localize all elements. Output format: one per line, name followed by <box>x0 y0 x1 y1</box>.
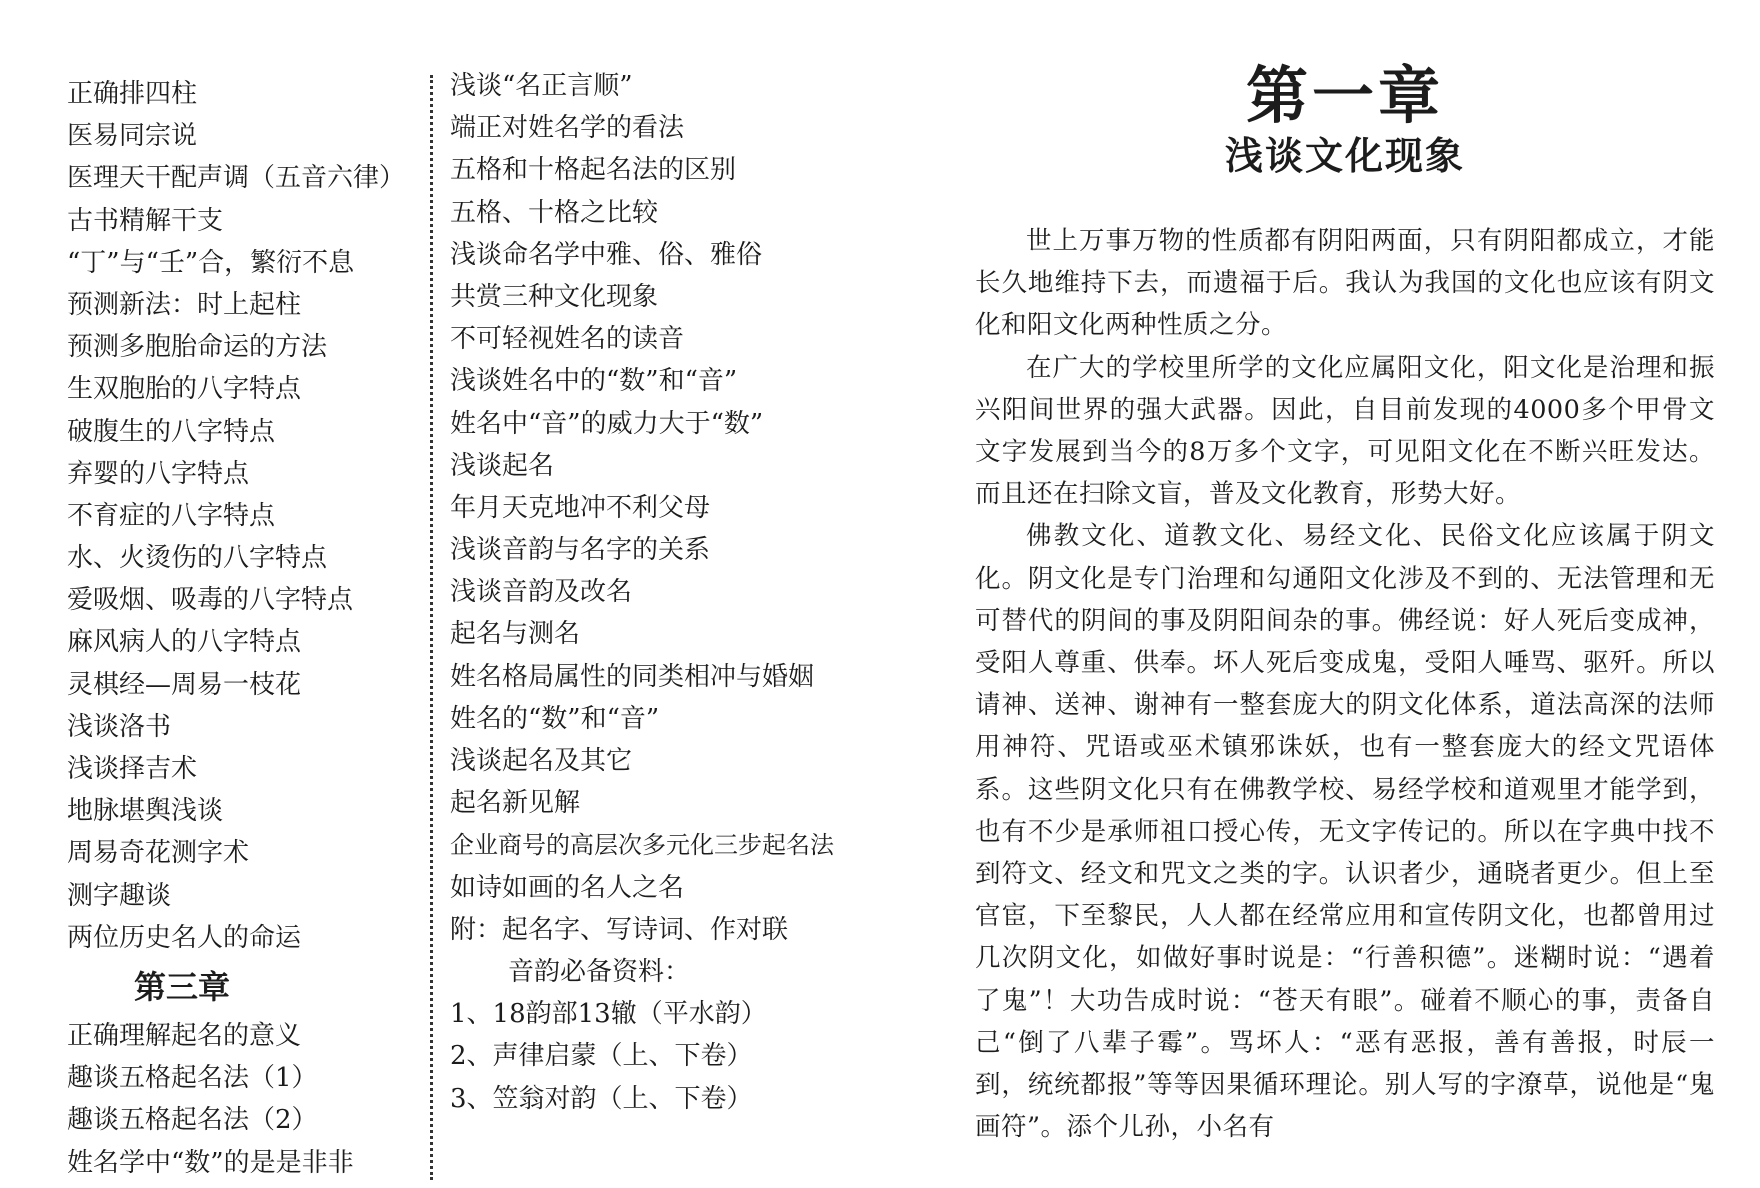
toc-column-middle <box>450 65 834 1120</box>
toc-item: 预测新法：时上起柱 <box>67 289 302 320</box>
chapter-3-toc <box>67 1015 422 1184</box>
toc-item: 正确排四柱 <box>67 79 198 109</box>
toc-item: 不育症的八字特点 <box>67 500 276 531</box>
toc-item: 浅谈起名及其它 <box>450 746 633 776</box>
toc-item: 五格和十格起名法的区别 <box>450 155 737 186</box>
body-paragraph: 世上万事万物的性质都有阴阳两面，只有阴阳都成立，才能长久地维持下去，而遗福于后。我认为我国的文化也应该有阴文化和阳文化两种性质之分。 <box>975 226 1715 341</box>
toc-item: 浅谈择吉术 <box>67 754 198 784</box>
toc-item: 浅谈“名正言顺” <box>450 71 633 101</box>
toc-item: 企业商号的高层次多元化三步起名法 <box>450 831 834 860</box>
toc-list-middle <box>450 65 834 1120</box>
toc-list-left <box>67 73 422 959</box>
toc-item: 浅谈起名 <box>450 450 555 481</box>
toc-item: 趣谈五格起名法（2） <box>67 1105 318 1136</box>
toc-item: 趣谈五格起名法（1） <box>67 1063 318 1094</box>
body-paragraph: 在广大的学校里所学的文化应属阳文化，阳文化是治理和振兴阳间世界的强大武器。因此，自目前发现的4000多个甲骨文文字发展到当今的8万多个文字，可见阳文化在不断兴旺发达。而且还在扫除文盲，普及文化教育，形势大好。 <box>975 352 1715 510</box>
toc-item: 爱吸烟、吸毒的八字特点 <box>67 585 354 616</box>
toc-item: 姓名学中“数”的是是非非 <box>67 1147 354 1178</box>
toc-column-left <box>67 73 422 1184</box>
toc-item: 不可轻视姓名的读音 <box>450 324 685 355</box>
toc-item: 古书精解干支 <box>67 205 224 236</box>
toc-item: 水、火烫伤的八字特点 <box>67 543 328 574</box>
toc-item: 两位历史名人的命运 <box>67 922 302 953</box>
toc-item: 起名与测名 <box>450 619 581 650</box>
toc-item: 姓名的“数”和“音” <box>450 703 660 734</box>
toc-item: 正确理解起名的意义 <box>67 1020 302 1051</box>
chapter-1-page <box>975 60 1715 1148</box>
chapter-3-heading: 第三章 <box>133 967 230 1006</box>
chapter-title: 第一章 <box>1245 59 1444 132</box>
toc-item: 音韵必备资料： <box>508 956 691 987</box>
toc-item: 浅谈姓名中的“数”和“音” <box>450 366 738 397</box>
toc-item: “丁”与“壬”合，繁衍不息 <box>67 247 355 278</box>
toc-item: 地脉堪舆浅谈 <box>67 796 224 827</box>
toc-item: 预测多胞胎命运的方法 <box>67 332 328 363</box>
toc-item: 麻风病人的八字特点 <box>67 627 302 658</box>
toc-item: 五格、十格之比较 <box>450 197 659 228</box>
toc-item: 破腹生的八字特点 <box>67 416 276 447</box>
toc-item: 如诗如画的名人之名 <box>450 872 685 903</box>
dotted-divider <box>430 75 433 1180</box>
toc-item: 灵棋经—周易一枝花 <box>67 669 302 700</box>
toc-item: 生双胞胎的八字特点 <box>67 374 302 405</box>
toc-item: 浅谈命名学中雅、俗、雅俗 <box>450 239 763 270</box>
toc-item: 医易同宗说 <box>67 121 198 152</box>
toc-item: 医理天干配声调（五音六律） <box>67 163 406 194</box>
chapter-subtitle: 浅谈文化现象 <box>1224 133 1465 178</box>
toc-item: 弃婴的八字特点 <box>67 458 250 489</box>
toc-item: 3、笠翁对韵（上、下卷） <box>450 1083 753 1114</box>
toc-item: 浅谈音韵及改名 <box>450 577 633 608</box>
toc-item: 姓名格局属性的同类相冲与婚姻 <box>450 661 815 692</box>
toc-item: 2、声律启蒙（上、下卷） <box>450 1041 753 1072</box>
body-paragraph: 佛教文化、道教文化、易经文化、民俗文化应该属于阴文化。阴文化是专门治理和勾通阳文化涉及不到的、无法管理和无可替代的阴间的事及阴阳间杂的事。佛经说：好人死后变成神，受阳人尊重、供奉。坏人死后变成鬼，受阳人唾骂、驱歼。所以请神、送神、谢神有一整套庞大的阴文化体系，道法高深的法师用神符、咒语或巫术镇邪诛妖，也有一整套庞大的经文咒语体系。这些阴文化只有在佛教学校、易经学校和道观里才能学到，也有不少是承师祖口授心传，无文字传记的。所以在字典中找不到符文、经文和咒文之类的字。认识者少，通晓者更少。但上至官宦，下至黎民，人人都在经常应用和宣传阴文化，也都曾用过几次阴文化，如做好事时说是：“行善积德”。迷糊时说：“遇着了鬼”！大功告成时说：“苍天有眼”。碰着不顺心的事，责备自己“倒了八辈子霉”。骂坏人：“恶有恶报，善有善报，时辰一到，统统都报”等等因果循环理论。别人写的字潦草，说他是“鬼画符”。添个儿孙，小名有 <box>975 521 1715 1143</box>
toc-item: 周易奇花测字术 <box>67 838 250 869</box>
toc-item: 附：起名字、写诗词、作对联 <box>450 914 789 945</box>
toc-item: 1、18韵部13辙（平水韵） <box>450 999 767 1030</box>
toc-item: 浅谈洛书 <box>67 711 172 742</box>
toc-item: 姓名中“音”的威力大于“数” <box>450 408 764 439</box>
toc-item: 测字趣谈 <box>67 880 172 911</box>
toc-item: 共赏三种文化现象 <box>450 281 659 312</box>
toc-item: 起名新见解 <box>450 788 581 819</box>
toc-item: 浅谈音韵与名字的关系 <box>450 535 711 566</box>
toc-item: 端正对姓名学的看法 <box>450 113 685 144</box>
toc-item: 年月天克地冲不利父母 <box>450 492 711 523</box>
